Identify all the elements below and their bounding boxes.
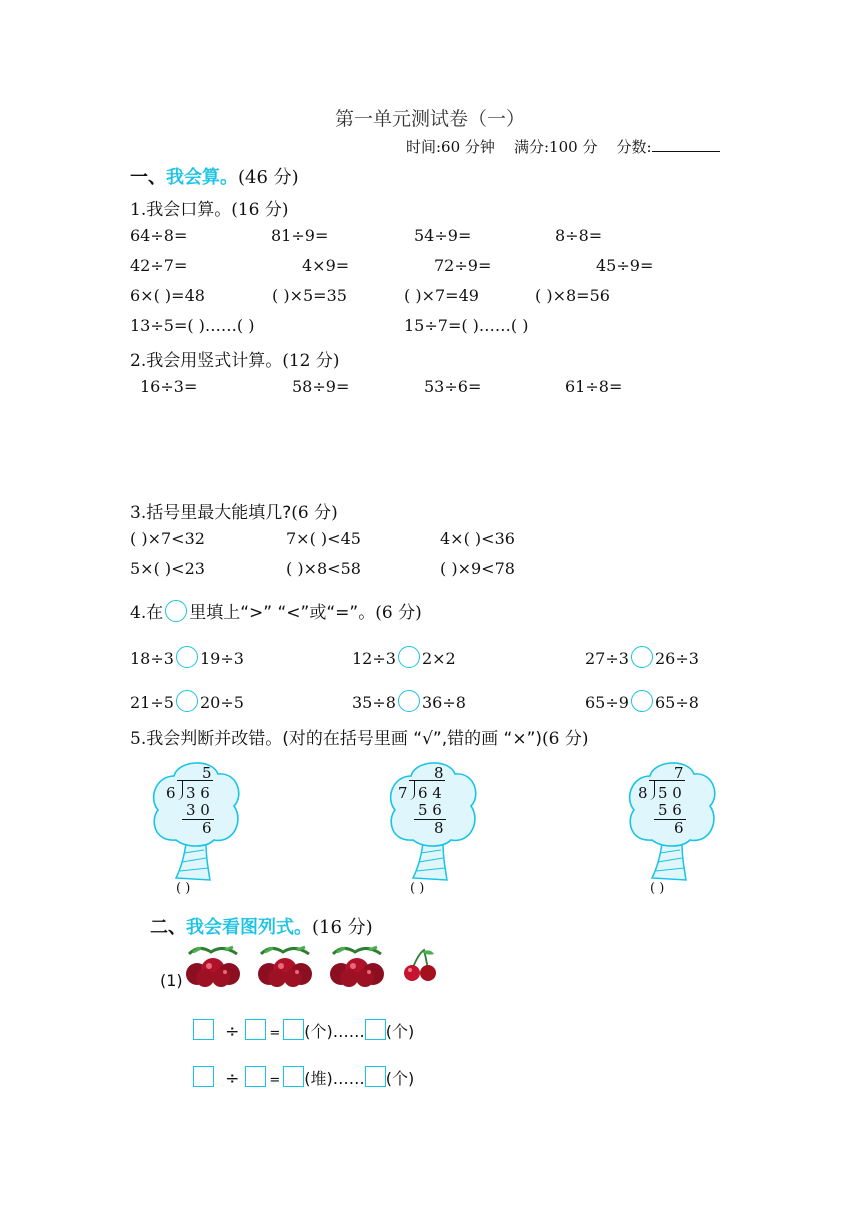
q3-item[interactable]: ( )×8<58 xyxy=(286,559,361,578)
q4-left: 18÷3 xyxy=(130,649,174,668)
section-1-number: 一、 xyxy=(130,167,166,188)
q4-compare xyxy=(130,690,244,712)
unit-label: (个) xyxy=(385,1069,415,1088)
dividend: 5 0 xyxy=(658,784,682,802)
time-limit: 时间:60 分钟 xyxy=(406,138,495,156)
q5-heading xyxy=(130,724,589,749)
q4-left: 12÷3 xyxy=(352,649,396,668)
full-score: 满分:100 分 xyxy=(514,138,598,156)
q1-heading xyxy=(130,195,289,220)
square-blank-icon[interactable] xyxy=(283,1066,304,1087)
tree-icon xyxy=(622,758,722,888)
square-blank-icon[interactable] xyxy=(283,1019,304,1040)
q4-left: 21÷5 xyxy=(130,693,174,712)
q4-right: 20÷5 xyxy=(199,693,244,712)
q4-points: (6 分) xyxy=(375,603,422,623)
q2-item: 61÷8= xyxy=(565,377,623,396)
compare-circle[interactable] xyxy=(398,646,420,668)
q2-points: (12 分) xyxy=(282,351,340,371)
q4-compare xyxy=(130,646,244,668)
q1-item: 8÷8= xyxy=(555,226,603,245)
q1-item[interactable]: 6×( )=48 xyxy=(130,286,205,305)
compare-circle[interactable] xyxy=(631,646,653,668)
q2-item: 53÷6= xyxy=(424,377,482,396)
q4-left: 27÷3 xyxy=(585,649,629,668)
section-2-points: (16 分) xyxy=(312,917,373,938)
q3-points: (6 分) xyxy=(291,503,338,523)
equals-sign: = xyxy=(269,1026,281,1041)
equation-row-2 xyxy=(193,1066,414,1089)
q4-heading xyxy=(130,598,422,623)
answer-paren[interactable]: ( ) xyxy=(176,881,191,896)
division-tree-3 xyxy=(622,758,722,888)
q3-item[interactable]: ( )×7<32 xyxy=(130,529,205,548)
square-blank-icon[interactable] xyxy=(365,1019,386,1040)
exam-meta xyxy=(406,136,720,157)
q3-item[interactable]: 4×( )<36 xyxy=(440,529,515,548)
divisor: 8 xyxy=(638,784,648,802)
section-2-number: 二、 xyxy=(150,917,186,938)
q4-text-post: 里填上“>” “<”或“=”。 xyxy=(189,603,376,623)
q1-text: 我会口算。 xyxy=(146,200,232,220)
page-title: 第一单元测试卷（一） xyxy=(334,108,525,130)
q1-item: 45÷9= xyxy=(596,256,654,275)
q1-item: 72÷9= xyxy=(434,256,492,275)
cherry-pile-icon xyxy=(255,944,315,988)
q4-compare xyxy=(352,646,456,668)
unit-label: (个)…… xyxy=(304,1022,365,1041)
q2-number: 2. xyxy=(130,351,147,371)
q3-item[interactable]: 5×( )<23 xyxy=(130,559,205,578)
q4-right: 2×2 xyxy=(421,649,456,668)
q1-item: 54÷9= xyxy=(414,226,472,245)
q1-item: 81÷9= xyxy=(271,226,329,245)
dividend: 3 6 xyxy=(186,784,210,802)
problem-1-label: (1) xyxy=(160,971,183,990)
section-1-points: (46 分) xyxy=(238,167,299,188)
score-blank[interactable] xyxy=(652,137,720,152)
q1-item[interactable]: 15÷7=( )……( ) xyxy=(404,316,529,335)
square-blank-icon[interactable] xyxy=(193,1019,214,1040)
divisor: 6 xyxy=(166,784,176,802)
q4-right: 19÷3 xyxy=(199,649,244,668)
section-2-title: 我会看图列式。 xyxy=(186,917,312,938)
section-2-heading xyxy=(150,913,373,939)
q3-text: 括号里最大能填几? xyxy=(146,503,292,523)
q1-item: 42÷7= xyxy=(130,256,188,275)
equation-row-1 xyxy=(193,1019,414,1042)
compare-circle[interactable] xyxy=(176,646,198,668)
q1-item: 64÷8= xyxy=(130,226,188,245)
q4-compare xyxy=(585,646,699,668)
q3-heading xyxy=(130,498,338,523)
q4-right: 26÷3 xyxy=(654,649,699,668)
square-blank-icon[interactable] xyxy=(245,1019,266,1040)
remainder: 8 xyxy=(434,819,444,837)
cherry-pile-icon xyxy=(327,944,387,988)
q1-item: 4×9= xyxy=(302,256,350,275)
q5-number: 5. xyxy=(130,729,147,749)
dividend: 6 4 xyxy=(418,784,442,802)
circle-blank-icon xyxy=(165,600,187,622)
square-blank-icon[interactable] xyxy=(365,1066,386,1087)
q3-item[interactable]: ( )×9<78 xyxy=(440,559,515,578)
q4-right: 65÷8 xyxy=(654,693,699,712)
product: 5 6 xyxy=(658,801,682,819)
q4-right: 36÷8 xyxy=(421,693,466,712)
tree-icon xyxy=(383,758,483,888)
q2-item: 58÷9= xyxy=(292,377,350,396)
square-blank-icon[interactable] xyxy=(245,1066,266,1087)
q4-left: 65÷9 xyxy=(585,693,629,712)
equals-sign: = xyxy=(269,1073,281,1088)
q1-item[interactable]: ( )×5=35 xyxy=(272,286,347,305)
q4-compare xyxy=(585,690,699,712)
q5-text: 我会判断并改错。(对的在括号里画 “√”,错的画 “×”) xyxy=(146,729,543,749)
compare-circle[interactable] xyxy=(398,690,420,712)
divide-sign: ÷ xyxy=(225,1069,240,1089)
section-1-title: 我会算。 xyxy=(166,167,238,188)
square-blank-icon[interactable] xyxy=(193,1066,214,1087)
divisor: 7 xyxy=(398,784,408,802)
q2-item: 16÷3= xyxy=(140,377,198,396)
q1-number: 1. xyxy=(130,200,147,220)
quotient: 8 xyxy=(434,764,444,782)
quotient: 7 xyxy=(674,764,684,782)
quotient: 5 xyxy=(202,764,212,782)
section-1-heading xyxy=(130,163,299,189)
tree-icon xyxy=(146,758,246,888)
compare-circle[interactable] xyxy=(176,690,198,712)
answer-paren[interactable]: ( ) xyxy=(410,881,425,896)
q1-points: (16 分) xyxy=(231,200,289,220)
q1-item[interactable]: 13÷5=( )……( ) xyxy=(130,316,255,335)
q1-item[interactable]: ( )×7=49 xyxy=(404,286,479,305)
cherry-pair-icon xyxy=(402,948,438,982)
q1-item[interactable]: ( )×8=56 xyxy=(535,286,610,305)
q4-left: 35÷8 xyxy=(352,693,396,712)
divide-sign: ÷ xyxy=(225,1022,240,1042)
q4-text-pre: 在 xyxy=(146,603,164,623)
unit-label: (个) xyxy=(385,1022,415,1041)
q3-item[interactable]: 7×( )<45 xyxy=(286,529,361,548)
remainder: 6 xyxy=(202,819,212,837)
product: 3 0 xyxy=(186,801,210,819)
cherry-pile-icon xyxy=(183,944,243,988)
product: 5 6 xyxy=(418,801,442,819)
q2-text: 我会用竖式计算。 xyxy=(146,351,283,371)
remainder: 6 xyxy=(674,819,684,837)
score-label: 分数: xyxy=(616,138,652,156)
division-tree-1 xyxy=(146,758,246,888)
compare-circle[interactable] xyxy=(631,690,653,712)
q4-compare xyxy=(352,690,466,712)
q4-number: 4. xyxy=(130,603,147,623)
q3-number: 3. xyxy=(130,503,147,523)
q5-points: (6 分) xyxy=(542,729,589,749)
answer-paren[interactable]: ( ) xyxy=(650,881,665,896)
q2-heading xyxy=(130,346,340,371)
unit-label: (堆)…… xyxy=(304,1069,365,1088)
division-tree-2 xyxy=(383,758,483,888)
